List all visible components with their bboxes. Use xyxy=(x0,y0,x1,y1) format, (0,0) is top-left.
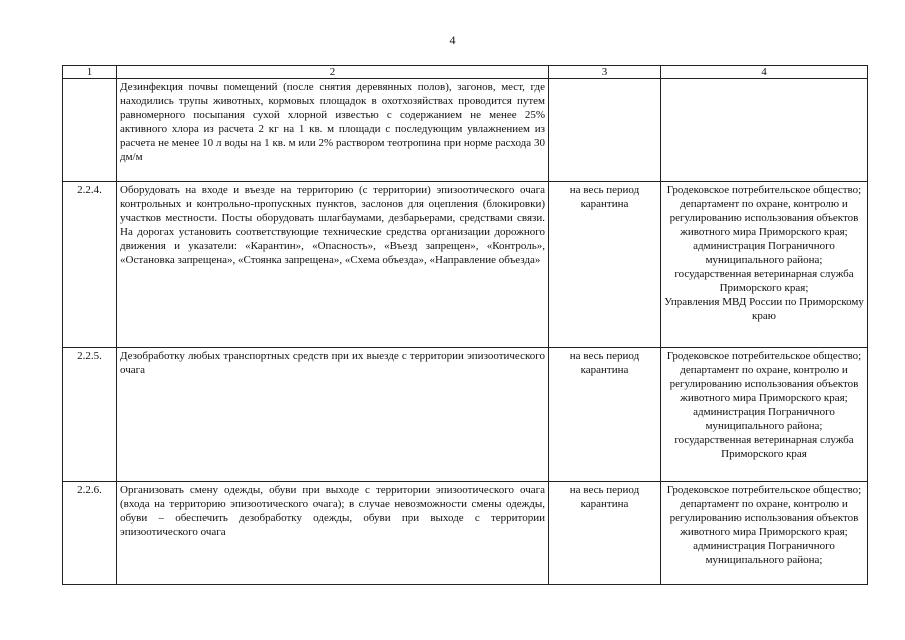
measure-term xyxy=(549,79,661,182)
responsible-line: администрация Пограничного муниципального района; xyxy=(693,540,835,566)
measure-responsible xyxy=(661,348,868,482)
responsible-line: Гродековское потребительское общество; департамент по охране, контролю и регулированию использования объектов животного мира Приморского края; xyxy=(666,484,862,538)
measure-text: Организовать смену одежды, обуви при выходе с территории эпизоотического очага (входа на территорию эпизоотического очага); в случае невозможности смены одежды, обуви – обеспечить дезобработку одежды, обуви при выходе с территории эпизоотического очага xyxy=(117,482,549,585)
page-number: 4 xyxy=(449,33,456,47)
responsible-line: Гродековское потребительское общество; департамент по охране, контролю и регулированию использования объектов животного мира Приморского края; xyxy=(666,184,862,238)
table-row xyxy=(63,182,868,348)
table-row xyxy=(63,482,868,585)
column-header-3: 3 xyxy=(549,66,661,79)
responsible-line: государственная ветеринарная служба Приморского края xyxy=(674,434,854,460)
measure-text: Оборудовать на входе и въезде на территорию (с территории) эпизоотического очага контрольных и контрольно-пропускных пунктов, заслонов для оцепления (блокировки) участков местности. Посты оборудовать шлагбаумами, дезбарьерами, средствами связи. На дорогах установить соответствующие технические средства организации дорожного движения и указатели: «Карантин», «Опасность», «Въезд запрещен», «Контроль», «Остановка запрещена», «Стоянка запрещена», «Схема объезда», «Направление объезда» xyxy=(117,182,549,348)
measure-responsible xyxy=(661,182,868,348)
responsible-line: администрация Пограничного муниципального района; xyxy=(693,240,835,266)
row-number: 2.2.6. xyxy=(63,482,117,585)
measure-text: Дезобработку любых транспортных средств при их выезде с территории эпизоотического очага xyxy=(117,348,549,482)
table-row xyxy=(63,79,868,182)
responsible-line: Гродековское потребительское общество; департамент по охране, контролю и регулированию использования объектов животного мира Приморского края; xyxy=(666,350,862,404)
measure-term: на весь период карантина xyxy=(549,348,661,482)
table-header-row xyxy=(63,66,868,79)
measure-text: Дезинфекция почвы помещений (после снятия деревянных полов), загонов, мест, где находились трупы животных, кормовых площадок в охотхозяйствах проводится путем равномерного посыпания сухой хлорной известью с содержанием не менее 25% активного хлора из расчета 2 кг на 1 кв. м площади с последующим увлажнением из расчета не менее 10 л воды на 1 кв. м или 2% раствором теотропина при норме расхода 30 дм/м xyxy=(117,79,549,182)
measure-responsible xyxy=(661,79,868,182)
column-header-2: 2 xyxy=(117,66,549,79)
responsible-line: государственная ветеринарная служба Приморского края; xyxy=(674,268,854,294)
row-number: 2.2.4. xyxy=(63,182,117,348)
measure-term: на весь период карантина xyxy=(549,182,661,348)
responsible-line: Управления МВД России по Приморскому краю xyxy=(664,296,864,322)
row-number xyxy=(63,79,117,182)
column-header-1: 1 xyxy=(63,66,117,79)
table-row xyxy=(63,348,868,482)
responsible-line: администрация Пограничного муниципального района; xyxy=(693,406,835,432)
measure-responsible xyxy=(661,482,868,585)
measure-term: на весь период карантина xyxy=(549,482,661,585)
measures-table xyxy=(62,65,868,585)
row-number: 2.2.5. xyxy=(63,348,117,482)
column-header-4: 4 xyxy=(661,66,868,79)
